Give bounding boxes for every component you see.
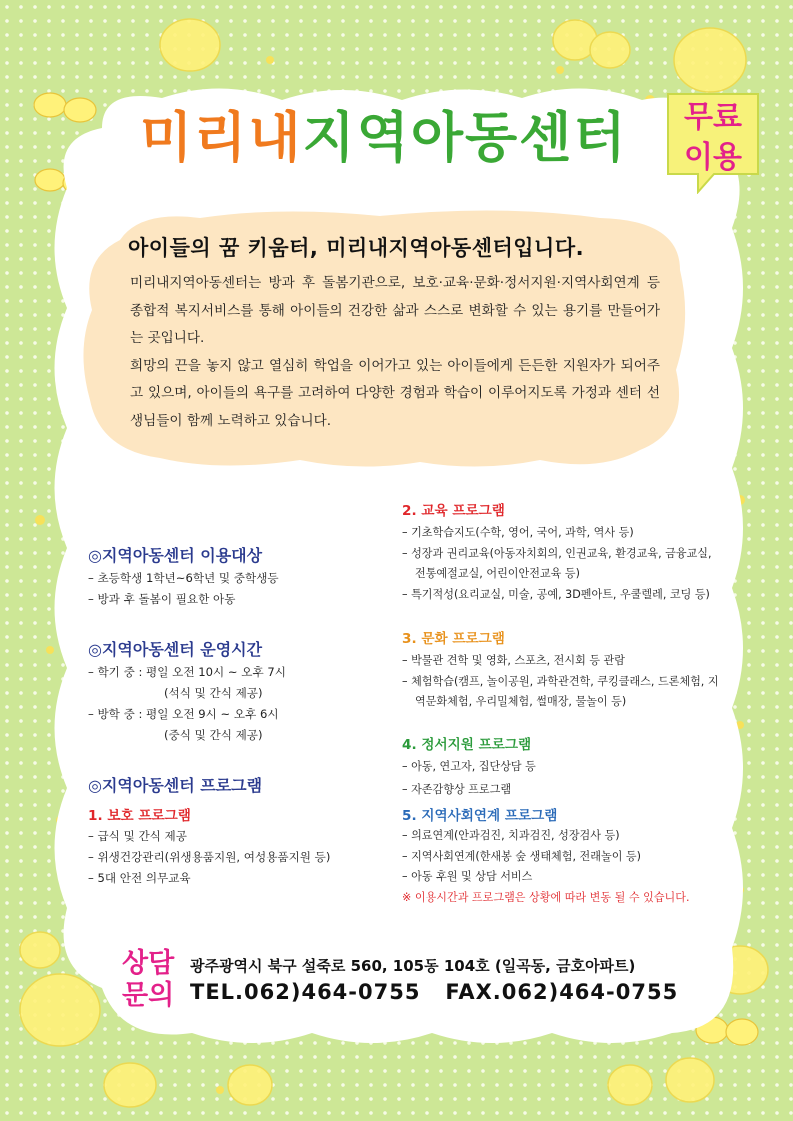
list-item: – 특기적성(요리교실, 미술, 공예, 3D펜아트, 우쿨렐레, 코딩 등) [402,587,710,601]
intro-heading: 아이들의 꿈 키움터, 미리내지역아동센터입니다. [128,236,585,260]
fax-number: FAX.062)464-0755 [445,980,679,1004]
contact-label [122,948,174,1012]
programs-heading: ◎지역아동센터 프로그램 [88,776,263,795]
program1-list [88,826,330,889]
program4-list [402,757,536,800]
title-green: 지역아동센터 [302,106,628,169]
contact-label-line2: 문의 [122,980,175,1011]
program5-list [402,826,720,908]
contact-phone-fax [190,980,678,1004]
title-orange: 미리내 [140,106,303,169]
badge-line2: 이용 [684,140,742,175]
program1-title: 1. 보호 프로그램 [88,808,191,824]
hours-list [88,662,286,746]
intro-text [130,270,660,436]
list-item: – 방과 후 돌봄이 필요한 아동 [88,592,236,606]
list-item: – 자존감향상 프로그램 [402,782,512,796]
hours-heading: ◎지역아동센터 운영시간 [88,640,263,659]
list-item: – 성장과 권리교육(아동자치회의, 인권교육, 환경교육, 금융교실, 전통예절교실, 어린이안전교육 등) [402,546,712,581]
hours-semester: – 학기 중 : 평일 오전 10시 ~ 오후 7시 [88,665,286,679]
target-heading: ◎지역아동센터 이용대상 [88,546,263,565]
list-item: – 지역사회연계(한새봉 숲 생태체험, 전래놀이 등) [402,849,641,863]
list-item: – 초등학생 1학년~6학년 및 중학생등 [88,571,279,585]
list-item: – 의료연계(안과검진, 치과검진, 성장검사 등) [402,829,620,842]
list-item: – 5대 안전 의무교육 [88,871,191,885]
list-item: – 위생건강관리(위생용품지원, 여성용품지원 등) [88,850,331,864]
list-item: – 기초학습지도(수학, 영어, 국어, 과학, 역사 등) [402,526,634,539]
program2-list [402,523,720,605]
list-item: – 박물관 견학 및 영화, 스포츠, 전시회 등 관람 [402,654,625,667]
list-item: – 아동, 연고자, 집단상담 등 [402,760,536,773]
program3-list [402,651,720,713]
hours-vacation: – 방학 중 : 평일 오전 9시 ~ 오후 6시 [88,707,279,721]
page-title [140,108,627,168]
notice-text: ※ 이용시간과 프로그램은 상황에 따라 변동 될 수 있습니다. [402,890,690,904]
program5-title: 5. 지역사회연계 프로그램 [402,808,558,824]
intro-para1: 미리내지역아동센터는 방과 후 돌봄기관으로, 보호·교육·문화·정서지원·지역사회연계 등 종합적 복지서비스를 통해 아이들의 건강한 삶과 스스로 변화할 수 있는 용기를 만들어가는 곳입니다. [130,275,660,347]
list-item: – 체험학습(캠프, 놀이공원, 과학관견학, 쿠킹클래스, 드론체험, 지역문화체험, 우리밀체험, 썰매장, 물놀이 등) [402,674,719,709]
free-badge-text [664,98,762,178]
contact-address: 광주광역시 북구 설죽로 560, 105동 104호 (일곡동, 금호아파트) [190,957,636,975]
badge-line1: 무료 [684,100,742,135]
hours-semester-note: (석식 및 간식 제공) [164,686,263,700]
program4-title: 4. 정서지원 프로그램 [402,737,532,753]
list-item: – 급식 및 간식 제공 [88,829,187,843]
contact-label-line1: 상담 [122,948,175,979]
hours-vacation-note: (중식 및 간식 제공) [164,728,263,742]
program3-title: 3. 문화 프로그램 [402,631,505,647]
list-item: – 아동 후원 및 상담 서비스 [402,870,533,884]
phone-number: TEL.062)464-0755 [190,980,421,1004]
target-list [88,568,279,610]
program2-title: 2. 교육 프로그램 [402,503,505,519]
intro-para2: 희망의 끈을 놓지 않고 열심히 학업을 이어가고 있는 아이들에게 든든한 지원자가 되어주고 있으며, 아이들의 욕구를 고려하여 다양한 경험과 학습이 이루어지도록 가정과 센터 선생님들이 함께 노력하고 있습니다. [130,357,660,429]
